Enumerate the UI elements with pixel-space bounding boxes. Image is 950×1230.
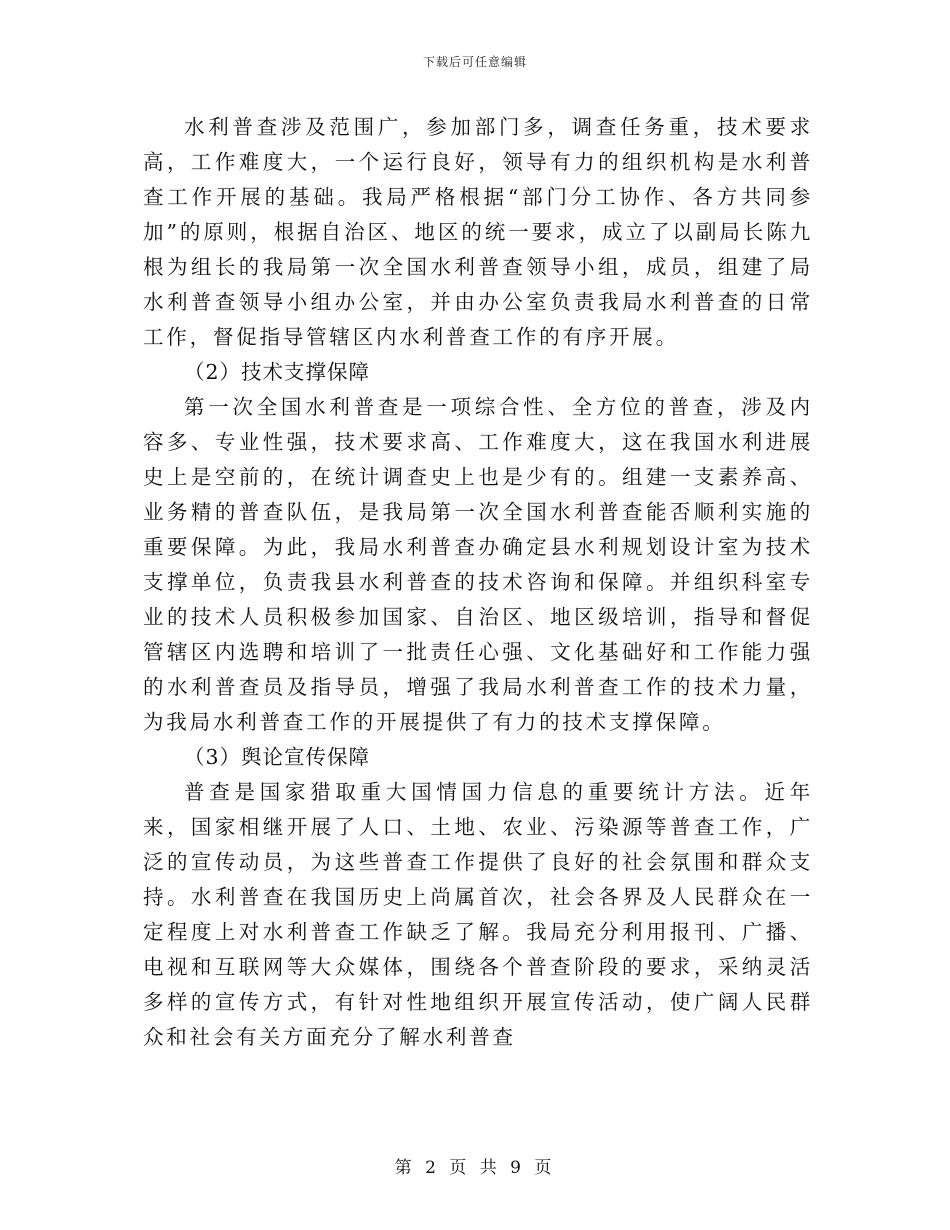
section-heading-technical-support: （2）技术支撑保障 <box>184 360 371 384</box>
section-heading-publicity: （3）舆论宣传保障 <box>184 745 371 769</box>
page-header: 下载后可任意编辑 <box>422 55 527 69</box>
paragraph-organization: 水利普查涉及范围广，参加部门多，调查任务重，技术要求高，工作难度大，一个运行良好，领导有力的组织机构是水利普查工作开展的基础。我局严格根据“部门分工协作、各方共同参加”的原则，根据自治区、地区的统一要求，成立了以副局长陈九根为组长的我局第一次全国水利普查领导小组，成员，组建了局水利普查领导小组办公室，并由办公室负责我局水利普查的日常工作，督促指导管辖区内水利普查工作的有序开展。 <box>143 115 813 349</box>
paragraph-technical-support: 第一次全国水利普查是一项综合性、全方位的普查，涉及内容多、专业性强，技术要求高、工作难度大，这在我国水利进展史上是空前的，在统计调查史上也是少有的。组建一支素养高、业务精的普查队伍，是我局第一次全国水利普查能否顺利实施的重要保障。为此，我局水利普查办确定县水利规划设计室为技术支撑单位，负责我县水利普查的技术咨询和保障。并组织科室专业的技术人员积极参加国家、自治区、地区级培训，指导和督促管辖区内选聘和培训了一批责任心强、文化基础好和工作能力强的水利普查员及指导员，增强了我局水利普查工作的技术力量，为我局水利普查工作的开展提供了有力的技术支撑保障。 <box>143 395 813 734</box>
page-number-footer: 第 2 页 共 9 页 <box>394 1158 556 1178</box>
document-body <box>143 110 813 1055</box>
paragraph-publicity: 普查是国家猎取重大国情国力信息的重要统计方法。近年来，国家相继开展了人口、土地、农业、污染源等普查工作，广泛的宣传动员，为这些普查工作提供了良好的社会氛围和群众支持。水利普查在我国历史上尚属首次，社会各界及人民群众在一定程度上对水利普查工作缺乏了解。我局充分利用报刊、广播、电视和互联网等大众媒体，围绕各个普查阶段的要求，采纳灵活多样的宣传方式，有针对性地组织开展宣传活动，使广阔人民群众和社会有关方面充分了解水利普查 <box>143 780 813 1049</box>
